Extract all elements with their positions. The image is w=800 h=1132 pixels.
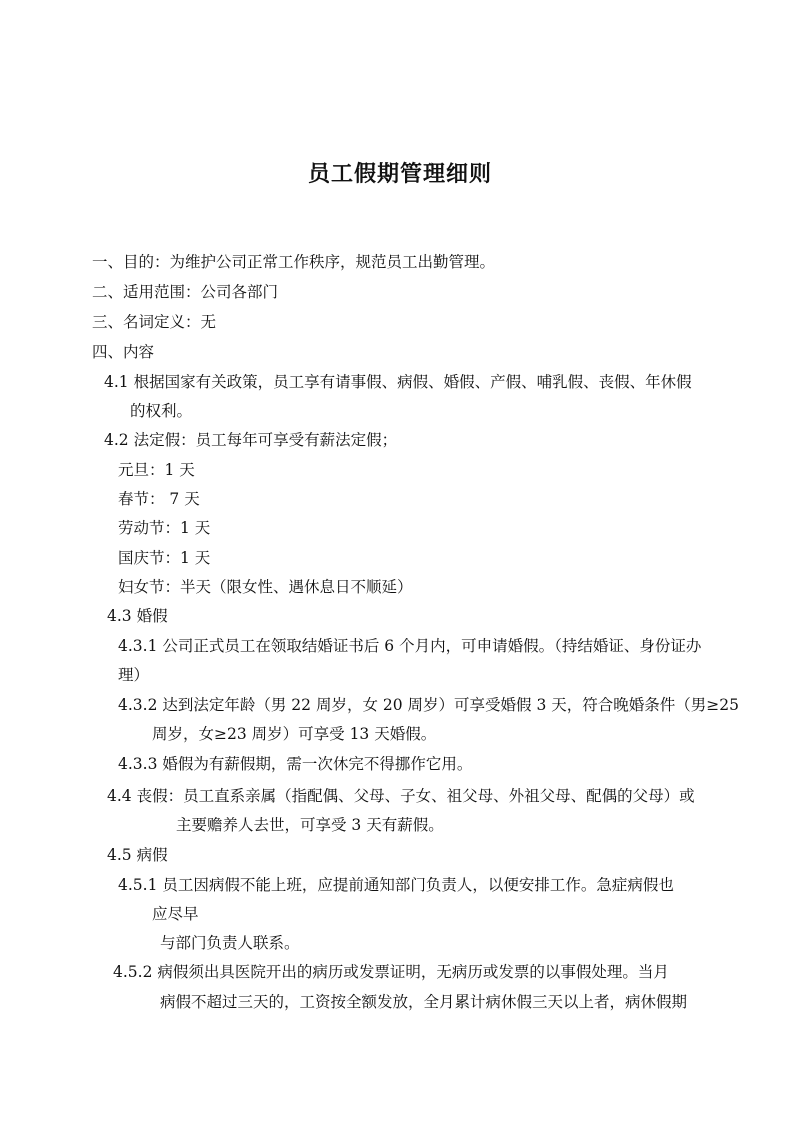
section-scope: 二、适用范围：公司各部门 <box>92 283 279 301</box>
page-title: 员工假期管理细则 <box>307 162 492 187</box>
clause-4-4: 4.4 丧假：员工直系亲属（指配偶、父母、子女、祖父母、外祖父母、配偶的父母）或 <box>107 787 695 805</box>
clause-4-2: 4.2 法定假：员工每年可享受有薪法定假； <box>104 431 398 449</box>
clause-4-3-2-cont: 周岁，女≥23 周岁）可享受 13 天婚假。 <box>152 725 437 743</box>
section-definitions: 三、名词定义：无 <box>92 313 217 331</box>
section-purpose: 一、目的：为维护公司正常工作秩序，规范员工出勤管理。 <box>92 253 496 271</box>
holiday-labor-day: 劳动节：1 天 <box>118 519 211 537</box>
section-content: 四、内容 <box>92 343 155 361</box>
clause-4-5-1-cont2: 与部门负责人联系。 <box>160 934 300 952</box>
clause-4-5-2: 4.5.2 病假须出具医院开出的病历或发票证明，无病历或发票的以事假处理。当月 <box>113 963 669 981</box>
holiday-new-year: 元旦：1 天 <box>118 461 195 479</box>
holiday-spring-festival: 春节： 7 天 <box>118 490 200 508</box>
clause-4-5-2-cont: 病假不超过三天的，工资按全额发放，全月累计病休假三天以上者，病休假期 <box>160 993 688 1011</box>
clause-4-1-cont: 的权利。 <box>130 402 193 420</box>
clause-4-3-2: 4.3.2 达到法定年龄（男 22 周岁，女 20 周岁）可享受婚假 3 天，符合晚婚条件（男≥25 <box>118 696 739 714</box>
clause-4-4-cont: 主要赡养人去世，可享受 3 天有薪假。 <box>176 816 444 834</box>
clause-4-3-1: 4.3.1 公司正式员工在领取结婚证书后 6 个月内，可申请婚假。（持结婚证、身份证办 <box>118 637 702 655</box>
clause-4-5-1-cont: 应尽早 <box>152 905 199 923</box>
clause-4-3-3: 4.3.3 婚假为有薪假期，需一次休完不得挪作它用。 <box>118 755 473 773</box>
clause-4-1: 4.1 根据国家有关政策，员工享有请事假、病假、婚假、产假、哺乳假、丧假、年休假 <box>104 373 692 391</box>
clause-4-5-1: 4.5.1 员工因病假不能上班，应提前通知部门负责人，以便安排工作。急症病假也 <box>118 876 674 894</box>
holiday-womens-day: 妇女节：半天（限女性、遇休息日不顺延） <box>118 578 413 596</box>
clause-4-5: 4.5 病假 <box>107 846 168 864</box>
holiday-national-day: 国庆节：1 天 <box>118 549 211 567</box>
clause-4-3-1-cont: 理） <box>118 666 150 684</box>
clause-4-3: 4.3 婚假 <box>107 607 168 625</box>
